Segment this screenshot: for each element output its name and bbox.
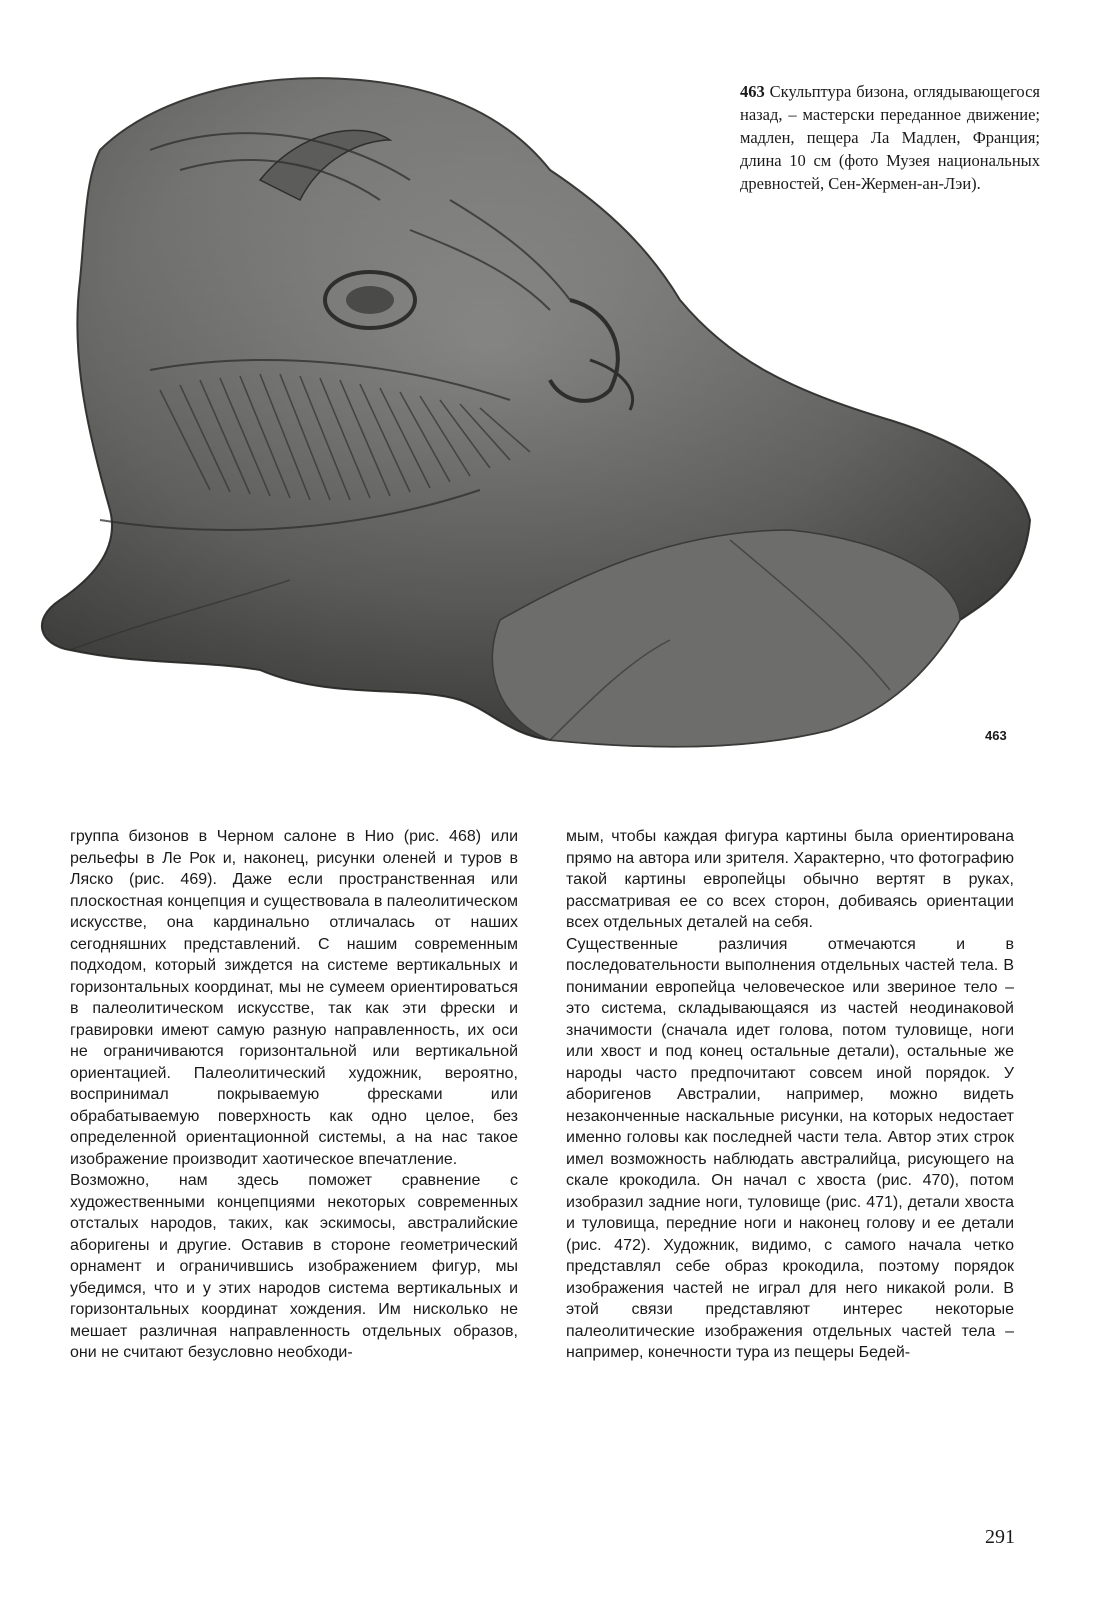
paragraph: Возможно, нам здесь поможет сравнение с художественными концепциями некоторых современных отсталых народов, таких, как эскимосы, австралийские аборигены и другие. Оставив в стороне геометрический орнамент и ограничившись изображением фигур, мы убедимся, что и у этих народов система вертикальных и горизонтальных координат хождения. Им нисколько не мешает различная направленность отдельных образов, они не считают безусловно необходи- [70,1172,518,1361]
caption-text: Скульптура бизона, оглядывающегося назад, – мастерски переданное движение; мадлен, пещера Ла Мадлен, Франция; длина 10 см (фото Музея национальных древностей, Сен-Жермен-ан-Лэи). [740,82,1041,193]
figure-label: 463 [985,728,1007,743]
paragraph: мым, чтобы каждая фигура картины была ориентирована прямо на автора или зрителя. Характерно, что фотографию такой картины европейцы обычно вертят в руках, рассматривая ее со всех сторон, добиваясь ориентации всех отдельных деталей на себя. [566,828,1014,931]
page-number: 291 [985,1526,1015,1548]
figure-caption [740,80,1040,195]
body-column-right [566,826,1014,1364]
paragraph: группа бизонов в Черном салоне в Нио (рис. 468) или рельефы в Ле Рок и, наконец, рисунки оленей и туров в Ляско (рис. 469). Даже если пространственная или плоскостная концепция и существовала в палеолитическом искусстве, она кардинально отличалась от наших сегодняшних представлений. С нашим современным подходом, который зиждется на системе вертикальных и горизонтальных координат, мы не сумеем ориентироваться в палеолитическом искусстве, так как эти фрески и гравировки имеют самую разную направленность, их оси не ограничиваются горизонтальной или вертикальной ориентацией. Палеолитический художник, вероятно, воспринимал покрываемую фресками или обрабатываемую поверхность как одно целое, без определенной ориентационной системы, а на нас такое изображение производит хаотическое впечатление. [70,828,518,1168]
body-column-left [70,826,518,1364]
paragraph: Существенные различия отмечаются и в последовательности выполнения отдельных частей тела. В понимании европейца человеческое или звериное тело – это система, складывающаяся из частей неодинаковой значимости (сначала идет голова, потом туловище, ноги или хвост и под конец остальные детали), остальные же народы часто предпочитают совсем иной порядок. У аборигенов Австралии, например, можно видеть незаконченные наскальные рисунки, на которых недостает именно головы как последней части тела. Автор этих строк имел возможность наблюдать австралийца, рисующего на скале крокодила. Он начал с хвоста (рис. 470), потом изобразил задние ноги, туловище (рис. 471), детали хвоста и туловища, передние ноги и наконец голову и ее детали (рис. 472). Художник, видимо, с самого начала четко представлял себе образ крокодила, поэтому порядок изображения частей не играл для него никакой роли. В этой связи представляют интерес некоторые палеолитические изображения отдельных частей тела – например, конечности тура из пещеры Бедей- [566,935,1014,1361]
caption-number: 463 [740,82,765,101]
